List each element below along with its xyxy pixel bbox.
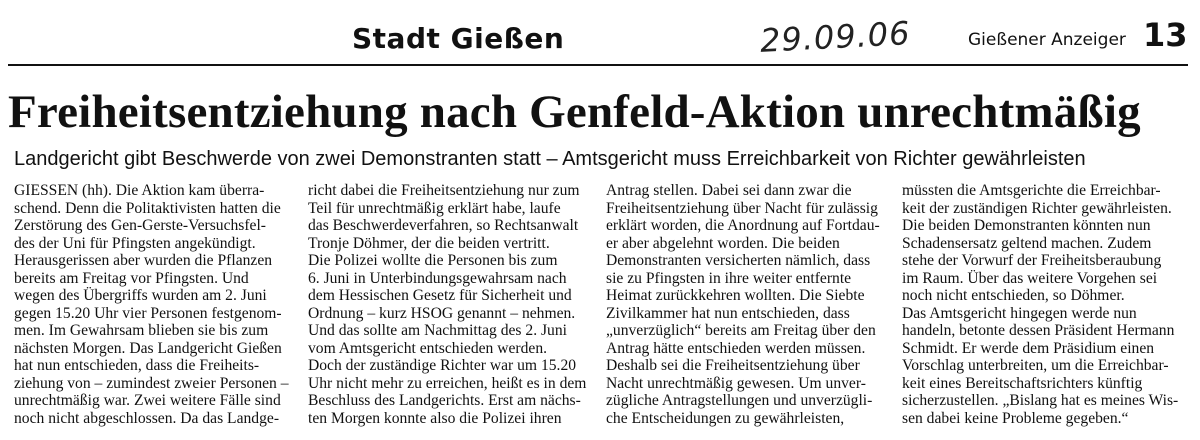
article-column-2: [308, 182, 592, 438]
article-column-1: [14, 182, 298, 438]
article-text-line: Die beiden Demonstranten könnten nun: [902, 217, 1151, 234]
article-text-line: Ordnung – kurz HSOG genannt – nehmen.: [308, 304, 576, 322]
article-subheadline: Landgericht gibt Beschwerde von zwei Demonstranten statt – Amtsgericht muss Erreichbarkeit von Richter gewährleisten: [14, 148, 1086, 170]
article-text-line: zügliche Antragstellungen und unverzügli-: [606, 392, 873, 409]
header-rule: [8, 64, 1188, 66]
article-text-line: Antrag hätte entschieden werden müssen.: [606, 339, 866, 357]
article-text-line: Beschluss des Landgerichts. Erst am nächs-: [308, 392, 581, 409]
article-text-line: Zivilkammer hat nun entschieden, dass: [606, 304, 850, 322]
article-text-line: Uhr nicht mehr zu erreichen, heißt es in dem: [308, 374, 587, 392]
article-text-line: che Entscheidungen zu gewährleisten,: [606, 409, 845, 427]
newspaper-name: Gießener Anzeiger: [968, 30, 1126, 50]
article-text-line: wegen des Übergriffs wurden am 2. Juni: [14, 287, 267, 304]
article-text-line: sie zu Pfingsten in ihre weiter entfernte: [606, 269, 852, 287]
article-text-line: sicherzustellen. „Bislang hat es meines Wis-: [902, 392, 1179, 409]
article-text-line: Vorschlag unterbreiten, um die Erreichbar-: [902, 357, 1169, 374]
page-number: 13: [1143, 16, 1188, 54]
article-text-line: hat nun entschieden, dass die Freiheits-: [14, 357, 260, 374]
article-text-line: er aber abgelehnt worden. Die beiden: [606, 234, 840, 252]
article-text-line: müssten die Amtsgerichte die Erreichbar-: [902, 182, 1161, 199]
article-text-line: 6. Juni in Unterbindungsgewahrsam nach: [308, 269, 567, 287]
article-text-line: stehe der Vorwurf der Freiheitsberaubung: [902, 252, 1162, 269]
page-header: [0, 0, 1200, 80]
article-text-line: des der Uni für Pfingsten angekündigt.: [14, 234, 256, 252]
article-text-line: Und das sollte am Nachmittag des 2. Juni: [308, 322, 567, 339]
article-body: [14, 182, 1194, 438]
article-text-line: Schmidt. Er werde dem Präsidium einen: [902, 339, 1155, 357]
article-text-line: bereits am Freitag vor Pfingsten. Und: [14, 269, 249, 287]
article-text-line: Die Polizei wollte die Personen bis zum: [308, 252, 558, 269]
article-text-line: dem Hessischen Gesetz für Sicherheit und: [308, 287, 572, 304]
section-title: Stadt Gießen: [352, 22, 565, 55]
article-text-line: Tronje Döhmer, der die beiden vertritt.: [308, 234, 550, 252]
article-column-3: [606, 182, 890, 438]
article-text-line: Das Amtsgericht hingegen werde nun: [902, 304, 1137, 322]
article-text-line: das Beschwerdeverfahren, so Rechtsanwalt: [308, 217, 579, 234]
article-text-line: Demonstranten versicherten nämlich, dass: [606, 252, 871, 269]
article-text-line: Zerstörung des Gen-Gerste-Versuchsfel-: [14, 217, 267, 234]
article-text-line: handeln, betonte dessen Präsident Hermann: [902, 322, 1175, 339]
article-text-line: richt dabei die Freiheitsentziehung nur zum: [308, 182, 580, 199]
article-text-line: noch nicht abgeschlossen. Da das Landge-: [14, 409, 280, 427]
article-text-line: Heimat zurückkehren wollten. Die Siebte: [606, 287, 865, 304]
article-text-line: vom Amtsgericht entschieden werden.: [308, 339, 548, 357]
article-text-line: sen dabei keine Probleme gegeben.“: [902, 409, 1129, 427]
article-text-line: erklärt worden, die Anordnung auf Fortdau-: [606, 217, 880, 234]
article-text-line: Doch der zuständige Richter war um 15.20: [308, 357, 577, 374]
article-text-line: unrechtmäßig war. Zwei weitere Fälle sind: [14, 392, 281, 409]
article-text-line: men. Im Gewahrsam blieben sie bis zum: [14, 322, 269, 339]
article-text-line: Deshalb sei die Freiheitsentziehung über: [606, 357, 860, 374]
article-text-line: im Raum. Über das weitere Vorgehen sei: [902, 269, 1158, 287]
article-text-line: Schadensersatz geltend machen. Zudem: [902, 234, 1152, 252]
article-text-line: schend. Denn die Politaktivisten hatten die: [14, 199, 281, 217]
article-text-line: nächsten Morgen. Das Landgericht Gießen: [14, 339, 282, 357]
article-text-line: Teil für unrechtmäßig erklärt habe, laufe: [308, 199, 561, 217]
article-text-line: Antrag stellen. Dabei sei dann zwar die: [606, 182, 852, 199]
article-column-4: [902, 182, 1186, 438]
article-headline: Freiheitsentziehung nach Genfeld-Aktion unrechtmäßig: [8, 86, 1141, 138]
article-text-line: Herausgerissen aber wurden die Pflanzen: [14, 252, 273, 269]
article-text-line: ziehung von – zumindest zweier Personen –: [14, 374, 289, 392]
article-text-line: „unverzüglich“ bereits am Freitag über den: [606, 322, 876, 339]
handwritten-date: 29.09.06: [759, 14, 912, 60]
article-text-line: keit eines Bereitschaftsrichters künftig: [902, 374, 1143, 392]
article-text-line: noch nicht entschieden, so Döhmer.: [902, 287, 1125, 304]
article-text-line: keit der zuständigen Richter gewährleisten.: [902, 199, 1172, 217]
article-text-line: Freiheitsentziehung über Nacht für zulässig: [606, 199, 878, 217]
article-text-line: ten Morgen konnte also die Polizei ihren: [308, 409, 562, 427]
article-text-line: Nacht unrechtmäßig gewesen. Um unver-: [606, 374, 866, 392]
article-text-line: gegen 15.20 Uhr vier Personen festgenom-: [14, 304, 282, 322]
article-text-line: GIESSEN (hh). Die Aktion kam überra-: [14, 182, 265, 199]
